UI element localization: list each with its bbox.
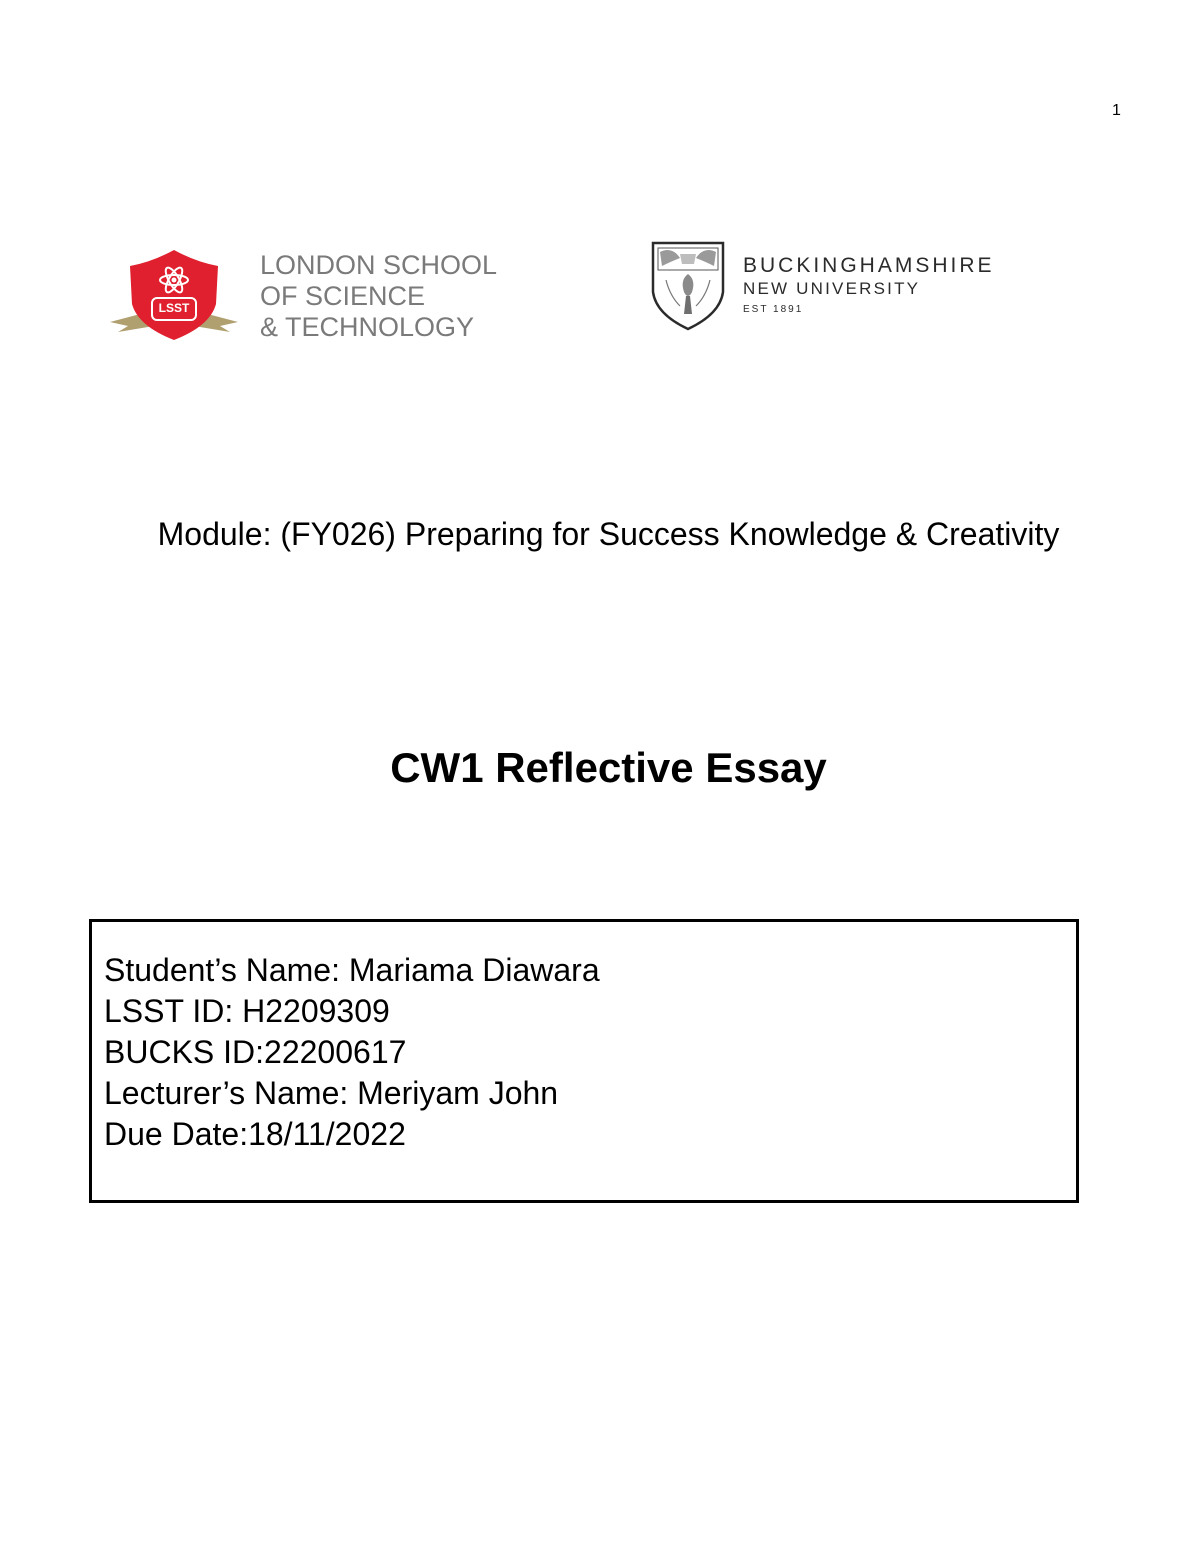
student-details-box (89, 919, 1079, 1203)
due-date: Due Date:18/11/2022 (104, 1116, 406, 1152)
document-title: CW1 Reflective Essay (390, 744, 827, 791)
lsst-emblem-text: LSST (158, 301, 190, 315)
lsst-wordmark-line-3: & TECHNOLOGY (260, 312, 475, 342)
bucks-logo (650, 240, 1010, 335)
lsst-wordmark (260, 250, 497, 343)
bucks-wordmark-line-2: NEW UNIVERSITY (743, 279, 921, 298)
lsst-logo (108, 246, 518, 346)
student-name: Student’s Name: Mariama Diawara (104, 952, 600, 988)
student-details-list (104, 950, 600, 1155)
lsst-shield-emblem (108, 246, 240, 346)
lecturer-name: Lecturer’s Name: Meriyam John (104, 1075, 559, 1111)
lsst-wordmark-line-1: LONDON SCHOOL (260, 250, 498, 280)
lsst-id: LSST ID: H2209309 (104, 993, 390, 1029)
bucks-crest-icon (650, 240, 726, 332)
bucks-id: BUCKS ID:22200617 (104, 1034, 407, 1070)
lsst-wordmark-line-2: OF SCIENCE (260, 281, 426, 311)
bucks-wordmark (743, 254, 995, 320)
module-heading: Module: (FY026) Preparing for Success Knowledge & Creativity (157, 516, 1060, 552)
bucks-wordmark-line-1: BUCKINGHAMSHIRE (743, 254, 995, 277)
bucks-wordmark-established: EST 1891 (743, 304, 804, 315)
page-number: 1 (1112, 102, 1121, 119)
